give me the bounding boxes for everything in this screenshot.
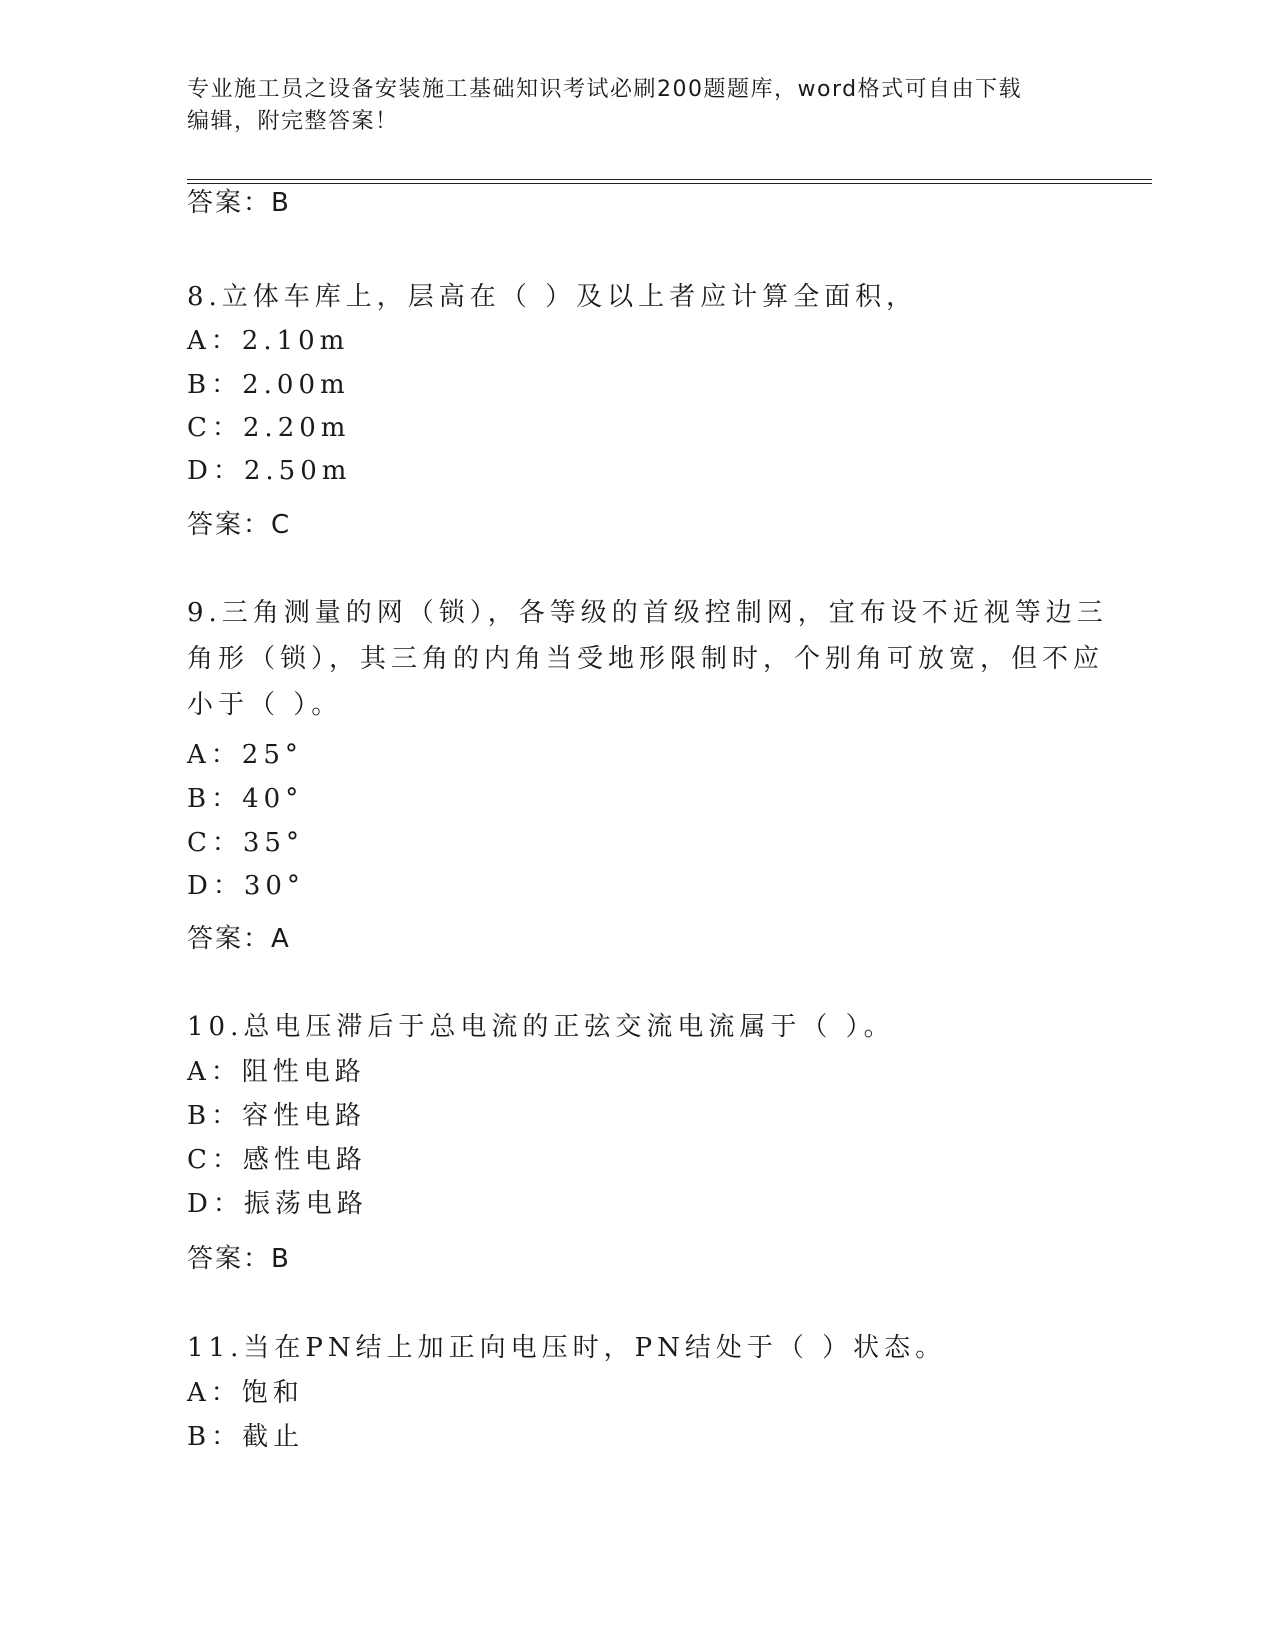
answer-label: 答案：C — [187, 510, 292, 540]
option-c: C：2.20m — [187, 413, 351, 443]
document-header — [187, 74, 1087, 138]
option-c: C：35° — [187, 828, 304, 858]
header-divider-top — [187, 179, 1152, 180]
header-divider-bottom — [187, 183, 1152, 184]
question-text: 8.立体车库上，层高在（ ）及以上者应计算全面积， — [187, 282, 918, 312]
option-a: A：2.10m — [187, 326, 350, 356]
option-a: A：25° — [187, 740, 303, 770]
option-a: A：饱和 — [187, 1378, 304, 1408]
option-d: D：30° — [187, 871, 305, 901]
header-line-1: 专业施工员之设备安装施工基础知识考试必刷200题题库，word格式可自由下载 — [187, 77, 1023, 102]
option-c: C：感性电路 — [187, 1145, 367, 1175]
answer-label: 答案：B — [187, 188, 291, 218]
option-d: D：振荡电路 — [187, 1189, 368, 1219]
question-line: 9.三角测量的网（锁），各等级的首级控制网，宜布设不近视等边三 — [187, 598, 1108, 628]
question-line: 小于（ ）。 — [187, 690, 343, 720]
answer-label: 答案：A — [187, 924, 291, 954]
question-line: 角形（锁），其三角的内角当受地形限制时，个别角可放宽，但不应 — [187, 644, 1105, 674]
option-b: B：2.00m — [187, 370, 350, 400]
question-text — [187, 590, 1108, 728]
option-b: B：截止 — [187, 1422, 305, 1452]
option-b: B：容性电路 — [187, 1101, 367, 1131]
option-d: D：2.50m — [187, 456, 352, 486]
question-text: 10.总电压滞后于总电流的正弦交流电流属于（ ）。 — [187, 1012, 895, 1042]
header-line-2: 编辑，附完整答案！ — [187, 109, 399, 134]
answer-label: 答案：B — [187, 1244, 291, 1274]
question-text: 11.当在PN结上加正向电压时，PN结处于（ ）状态。 — [187, 1333, 947, 1363]
option-a: A：阻性电路 — [187, 1057, 366, 1087]
option-b: B：40° — [187, 784, 304, 814]
